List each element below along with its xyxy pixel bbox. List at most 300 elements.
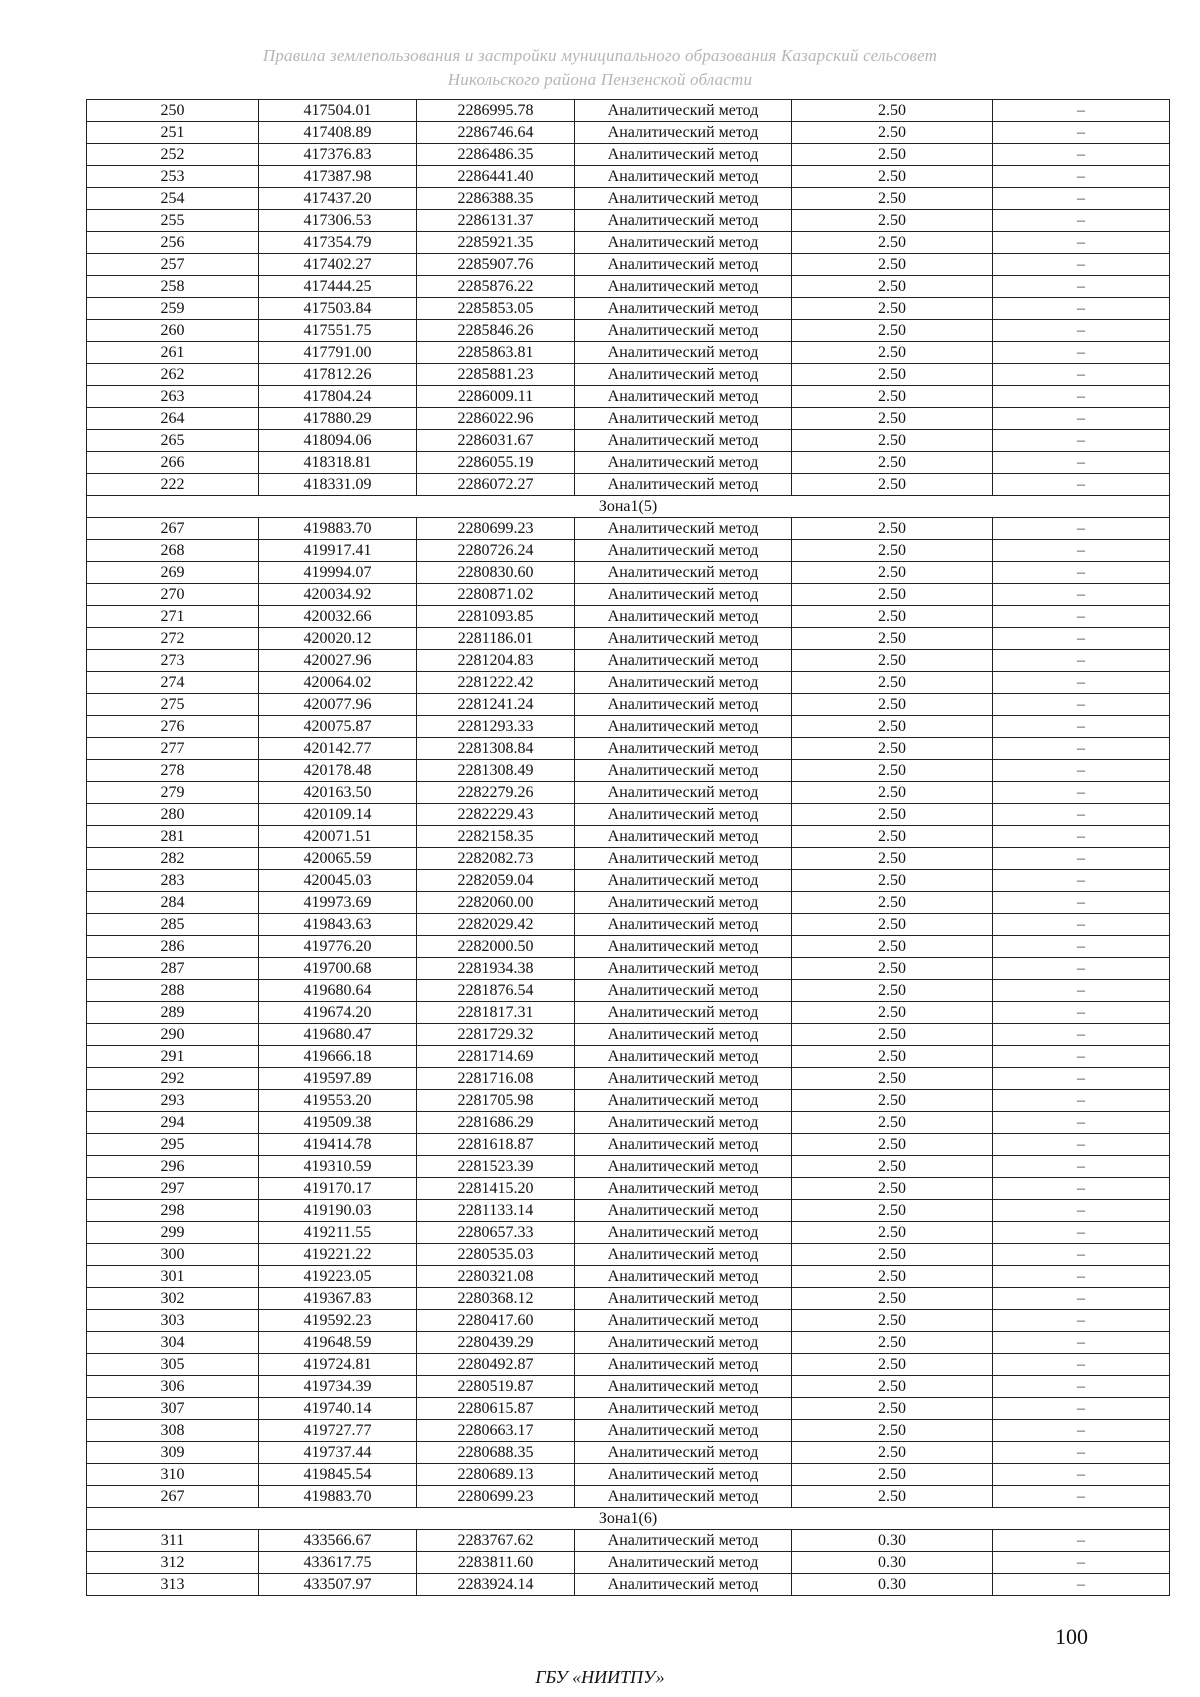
table-row (87, 188, 1170, 210)
y-coordinate-cell: 2281308.84 (417, 738, 575, 760)
x-coordinate-cell: 417376.83 (259, 144, 417, 166)
accuracy-cell: 2.50 (792, 562, 993, 584)
accuracy-cell: 2.50 (792, 936, 993, 958)
accuracy-cell: 2.50 (792, 804, 993, 826)
point-number-cell: 297 (87, 1178, 259, 1200)
method-cell: Аналитический метод (575, 100, 792, 122)
x-coordinate-cell: 420163.50 (259, 782, 417, 804)
x-coordinate-cell: 418318.81 (259, 452, 417, 474)
x-coordinate-cell: 419592.23 (259, 1310, 417, 1332)
point-number-cell: 279 (87, 782, 259, 804)
accuracy-cell: 2.50 (792, 210, 993, 232)
point-number-cell: 260 (87, 320, 259, 342)
note-cell: – (993, 1288, 1170, 1310)
table-row (87, 1024, 1170, 1046)
method-cell: Аналитический метод (575, 188, 792, 210)
accuracy-cell: 2.50 (792, 1134, 993, 1156)
method-cell: Аналитический метод (575, 1552, 792, 1574)
method-cell: Аналитический метод (575, 980, 792, 1002)
table-row (87, 1046, 1170, 1068)
method-cell: Аналитический метод (575, 914, 792, 936)
point-number-cell: 267 (87, 1486, 259, 1508)
method-cell: Аналитический метод (575, 298, 792, 320)
zone-label: Зона1(5) (87, 496, 1170, 518)
method-cell: Аналитический метод (575, 782, 792, 804)
table-row (87, 320, 1170, 342)
y-coordinate-cell: 2280321.08 (417, 1266, 575, 1288)
note-cell: – (993, 870, 1170, 892)
note-cell: – (993, 1486, 1170, 1508)
method-cell: Аналитический метод (575, 122, 792, 144)
method-cell: Аналитический метод (575, 210, 792, 232)
x-coordinate-cell: 419734.39 (259, 1376, 417, 1398)
accuracy-cell: 2.50 (792, 892, 993, 914)
point-number-cell: 309 (87, 1442, 259, 1464)
accuracy-cell: 2.50 (792, 1464, 993, 1486)
table-row (87, 870, 1170, 892)
method-cell: Аналитический метод (575, 1530, 792, 1552)
method-cell: Аналитический метод (575, 254, 792, 276)
x-coordinate-cell: 419190.03 (259, 1200, 417, 1222)
y-coordinate-cell: 2286441.40 (417, 166, 575, 188)
method-cell: Аналитический метод (575, 848, 792, 870)
point-number-cell: 270 (87, 584, 259, 606)
accuracy-cell: 2.50 (792, 518, 993, 540)
y-coordinate-cell: 2280699.23 (417, 518, 575, 540)
accuracy-cell: 2.50 (792, 914, 993, 936)
x-coordinate-cell: 417791.00 (259, 342, 417, 364)
x-coordinate-cell: 419648.59 (259, 1332, 417, 1354)
point-number-cell: 313 (87, 1574, 259, 1596)
method-cell: Аналитический метод (575, 1244, 792, 1266)
accuracy-cell: 2.50 (792, 1002, 993, 1024)
table-row (87, 1156, 1170, 1178)
table-row (87, 738, 1170, 760)
accuracy-cell: 0.30 (792, 1530, 993, 1552)
table-row (87, 1002, 1170, 1024)
y-coordinate-cell: 2280726.24 (417, 540, 575, 562)
table-row (87, 386, 1170, 408)
y-coordinate-cell: 2281308.49 (417, 760, 575, 782)
table-row (87, 650, 1170, 672)
method-cell: Аналитический метод (575, 1398, 792, 1420)
point-number-cell: 255 (87, 210, 259, 232)
point-number-cell: 268 (87, 540, 259, 562)
point-number-cell: 250 (87, 100, 259, 122)
x-coordinate-cell: 420065.59 (259, 848, 417, 870)
method-cell: Аналитический метод (575, 1002, 792, 1024)
accuracy-cell: 2.50 (792, 870, 993, 892)
method-cell: Аналитический метод (575, 1222, 792, 1244)
point-number-cell: 288 (87, 980, 259, 1002)
point-number-cell: 281 (87, 826, 259, 848)
y-coordinate-cell: 2281523.39 (417, 1156, 575, 1178)
point-number-cell: 264 (87, 408, 259, 430)
x-coordinate-cell: 417387.98 (259, 166, 417, 188)
point-number-cell: 263 (87, 386, 259, 408)
x-coordinate-cell: 420077.96 (259, 694, 417, 716)
accuracy-cell: 2.50 (792, 760, 993, 782)
note-cell: – (993, 1442, 1170, 1464)
note-cell: – (993, 892, 1170, 914)
note-cell: – (993, 452, 1170, 474)
table-row (87, 364, 1170, 386)
table-row (87, 1244, 1170, 1266)
note-cell: – (993, 606, 1170, 628)
note-cell: – (993, 540, 1170, 562)
method-cell: Аналитический метод (575, 166, 792, 188)
accuracy-cell: 2.50 (792, 782, 993, 804)
method-cell: Аналитический метод (575, 320, 792, 342)
table-row (87, 606, 1170, 628)
point-number-cell: 282 (87, 848, 259, 870)
accuracy-cell: 2.50 (792, 848, 993, 870)
y-coordinate-cell: 2281241.24 (417, 694, 575, 716)
note-cell: – (993, 518, 1170, 540)
x-coordinate-cell: 417437.20 (259, 188, 417, 210)
method-cell: Аналитический метод (575, 518, 792, 540)
x-coordinate-cell: 419509.38 (259, 1112, 417, 1134)
accuracy-cell: 2.50 (792, 1332, 993, 1354)
note-cell: – (993, 232, 1170, 254)
accuracy-cell: 2.50 (792, 540, 993, 562)
point-number-cell: 306 (87, 1376, 259, 1398)
method-cell: Аналитический метод (575, 892, 792, 914)
method-cell: Аналитический метод (575, 232, 792, 254)
point-number-cell: 304 (87, 1332, 259, 1354)
note-cell: – (993, 474, 1170, 496)
y-coordinate-cell: 2286072.27 (417, 474, 575, 496)
y-coordinate-cell: 2280439.29 (417, 1332, 575, 1354)
table-row (87, 914, 1170, 936)
x-coordinate-cell: 417504.01 (259, 100, 417, 122)
method-cell: Аналитический метод (575, 826, 792, 848)
point-number-cell: 290 (87, 1024, 259, 1046)
table-row (87, 892, 1170, 914)
point-number-cell: 310 (87, 1464, 259, 1486)
table-row (87, 1354, 1170, 1376)
table-row (87, 1552, 1170, 1574)
table-row (87, 210, 1170, 232)
y-coordinate-cell: 2281293.33 (417, 716, 575, 738)
method-cell: Аналитический метод (575, 650, 792, 672)
x-coordinate-cell: 419917.41 (259, 540, 417, 562)
x-coordinate-cell: 420142.77 (259, 738, 417, 760)
method-cell: Аналитический метод (575, 562, 792, 584)
accuracy-cell: 2.50 (792, 1222, 993, 1244)
y-coordinate-cell: 2283767.62 (417, 1530, 575, 1552)
y-coordinate-cell: 2280663.17 (417, 1420, 575, 1442)
accuracy-cell: 0.30 (792, 1552, 993, 1574)
x-coordinate-cell: 419994.07 (259, 562, 417, 584)
table-row (87, 166, 1170, 188)
y-coordinate-cell: 2282000.50 (417, 936, 575, 958)
accuracy-cell: 0.30 (792, 1574, 993, 1596)
accuracy-cell: 2.50 (792, 672, 993, 694)
note-cell: – (993, 804, 1170, 826)
x-coordinate-cell: 419724.81 (259, 1354, 417, 1376)
table-row (87, 1068, 1170, 1090)
page-number: 100 (1055, 1624, 1088, 1649)
x-coordinate-cell: 419674.20 (259, 1002, 417, 1024)
method-cell: Аналитический метод (575, 1200, 792, 1222)
note-cell: – (993, 1332, 1170, 1354)
table-row (87, 1398, 1170, 1420)
table-row (87, 628, 1170, 650)
y-coordinate-cell: 2281817.31 (417, 1002, 575, 1024)
accuracy-cell: 2.50 (792, 584, 993, 606)
y-coordinate-cell: 2281705.98 (417, 1090, 575, 1112)
note-cell: – (993, 1420, 1170, 1442)
accuracy-cell: 2.50 (792, 1156, 993, 1178)
table-row (87, 1200, 1170, 1222)
y-coordinate-cell: 2281618.87 (417, 1134, 575, 1156)
note-cell: – (993, 628, 1170, 650)
table-row (87, 562, 1170, 584)
note-cell: – (993, 1574, 1170, 1596)
method-cell: Аналитический метод (575, 804, 792, 826)
x-coordinate-cell: 419666.18 (259, 1046, 417, 1068)
header-line-1: Правила землепользования и застройки муниципального образования Казарский сельсовет (262, 46, 938, 65)
x-coordinate-cell: 417503.84 (259, 298, 417, 320)
accuracy-cell: 2.50 (792, 694, 993, 716)
table-row (87, 958, 1170, 980)
y-coordinate-cell: 2281729.32 (417, 1024, 575, 1046)
y-coordinate-cell: 2281186.01 (417, 628, 575, 650)
x-coordinate-cell: 419310.59 (259, 1156, 417, 1178)
table-row (87, 936, 1170, 958)
x-coordinate-cell: 417354.79 (259, 232, 417, 254)
method-cell: Аналитический метод (575, 386, 792, 408)
y-coordinate-cell: 2281204.83 (417, 650, 575, 672)
point-number-cell: 274 (87, 672, 259, 694)
method-cell: Аналитический метод (575, 870, 792, 892)
y-coordinate-cell: 2282279.26 (417, 782, 575, 804)
accuracy-cell: 2.50 (792, 276, 993, 298)
note-cell: – (993, 122, 1170, 144)
x-coordinate-cell: 420034.92 (259, 584, 417, 606)
accuracy-cell: 2.50 (792, 1310, 993, 1332)
y-coordinate-cell: 2286031.67 (417, 430, 575, 452)
point-number-cell: 265 (87, 430, 259, 452)
x-coordinate-cell: 419883.70 (259, 518, 417, 540)
y-coordinate-cell: 2286022.96 (417, 408, 575, 430)
method-cell: Аналитический метод (575, 1332, 792, 1354)
y-coordinate-cell: 2286995.78 (417, 100, 575, 122)
x-coordinate-cell: 418331.09 (259, 474, 417, 496)
accuracy-cell: 2.50 (792, 1046, 993, 1068)
accuracy-cell: 2.50 (792, 1112, 993, 1134)
note-cell: – (993, 342, 1170, 364)
method-cell: Аналитический метод (575, 364, 792, 386)
point-number-cell: 278 (87, 760, 259, 782)
method-cell: Аналитический метод (575, 1156, 792, 1178)
accuracy-cell: 2.50 (792, 716, 993, 738)
y-coordinate-cell: 2286486.35 (417, 144, 575, 166)
x-coordinate-cell: 419700.68 (259, 958, 417, 980)
point-number-cell: 277 (87, 738, 259, 760)
table-row (87, 1178, 1170, 1200)
y-coordinate-cell: 2285907.76 (417, 254, 575, 276)
method-cell: Аналитический метод (575, 584, 792, 606)
y-coordinate-cell: 2282059.04 (417, 870, 575, 892)
y-coordinate-cell: 2281415.20 (417, 1178, 575, 1200)
note-cell: – (993, 958, 1170, 980)
y-coordinate-cell: 2280688.35 (417, 1442, 575, 1464)
y-coordinate-cell: 2280871.02 (417, 584, 575, 606)
accuracy-cell: 2.50 (792, 452, 993, 474)
accuracy-cell: 2.50 (792, 408, 993, 430)
note-cell: – (993, 1244, 1170, 1266)
y-coordinate-cell: 2280699.23 (417, 1486, 575, 1508)
note-cell: – (993, 188, 1170, 210)
accuracy-cell: 2.50 (792, 166, 993, 188)
table-row (87, 342, 1170, 364)
point-number-cell: 293 (87, 1090, 259, 1112)
note-cell: – (993, 584, 1170, 606)
table-row (87, 1288, 1170, 1310)
y-coordinate-cell: 2280417.60 (417, 1310, 575, 1332)
y-coordinate-cell: 2281934.38 (417, 958, 575, 980)
method-cell: Аналитический метод (575, 1024, 792, 1046)
coordinates-table (86, 99, 1170, 1596)
y-coordinate-cell: 2282082.73 (417, 848, 575, 870)
note-cell: – (993, 1156, 1170, 1178)
x-coordinate-cell: 420071.51 (259, 826, 417, 848)
method-cell: Аналитический метод (575, 738, 792, 760)
accuracy-cell: 2.50 (792, 738, 993, 760)
accuracy-cell: 2.50 (792, 122, 993, 144)
point-number-cell: 222 (87, 474, 259, 496)
table-row (87, 474, 1170, 496)
accuracy-cell: 2.50 (792, 298, 993, 320)
x-coordinate-cell: 419973.69 (259, 892, 417, 914)
y-coordinate-cell: 2280368.12 (417, 1288, 575, 1310)
method-cell: Аналитический метод (575, 1090, 792, 1112)
accuracy-cell: 2.50 (792, 364, 993, 386)
method-cell: Аналитический метод (575, 628, 792, 650)
table-row (87, 826, 1170, 848)
table-row (87, 804, 1170, 826)
table-row (87, 782, 1170, 804)
table-row (87, 848, 1170, 870)
table-row (87, 716, 1170, 738)
x-coordinate-cell: 433507.97 (259, 1574, 417, 1596)
point-number-cell: 307 (87, 1398, 259, 1420)
y-coordinate-cell: 2280615.87 (417, 1398, 575, 1420)
method-cell: Аналитический метод (575, 540, 792, 562)
point-number-cell: 259 (87, 298, 259, 320)
note-cell: – (993, 650, 1170, 672)
note-cell: – (993, 144, 1170, 166)
x-coordinate-cell: 419170.17 (259, 1178, 417, 1200)
x-coordinate-cell: 433617.75 (259, 1552, 417, 1574)
note-cell: – (993, 1200, 1170, 1222)
point-number-cell: 271 (87, 606, 259, 628)
y-coordinate-cell: 2281686.29 (417, 1112, 575, 1134)
table-row (87, 1442, 1170, 1464)
x-coordinate-cell: 419845.54 (259, 1464, 417, 1486)
method-cell: Аналитический метод (575, 694, 792, 716)
x-coordinate-cell: 420064.02 (259, 672, 417, 694)
y-coordinate-cell: 2282158.35 (417, 826, 575, 848)
note-cell: – (993, 210, 1170, 232)
note-cell: – (993, 1266, 1170, 1288)
coordinates-table-body (87, 100, 1170, 1596)
y-coordinate-cell: 2281133.14 (417, 1200, 575, 1222)
point-number-cell: 296 (87, 1156, 259, 1178)
method-cell: Аналитический метод (575, 672, 792, 694)
x-coordinate-cell: 420109.14 (259, 804, 417, 826)
accuracy-cell: 2.50 (792, 1398, 993, 1420)
note-cell: – (993, 408, 1170, 430)
x-coordinate-cell: 419843.63 (259, 914, 417, 936)
table-row (87, 100, 1170, 122)
note-cell: – (993, 1112, 1170, 1134)
point-number-cell: 254 (87, 188, 259, 210)
method-cell: Аналитический метод (575, 1310, 792, 1332)
table-row (87, 1222, 1170, 1244)
point-number-cell: 292 (87, 1068, 259, 1090)
method-cell: Аналитический метод (575, 606, 792, 628)
method-cell: Аналитический метод (575, 1068, 792, 1090)
point-number-cell: 273 (87, 650, 259, 672)
table-row (87, 452, 1170, 474)
point-number-cell: 305 (87, 1354, 259, 1376)
accuracy-cell: 2.50 (792, 386, 993, 408)
accuracy-cell: 2.50 (792, 606, 993, 628)
accuracy-cell: 2.50 (792, 980, 993, 1002)
x-coordinate-cell: 417812.26 (259, 364, 417, 386)
y-coordinate-cell: 2286009.11 (417, 386, 575, 408)
y-coordinate-cell: 2282229.43 (417, 804, 575, 826)
table-row (87, 1420, 1170, 1442)
x-coordinate-cell: 419221.22 (259, 1244, 417, 1266)
table-row (87, 760, 1170, 782)
note-cell: – (993, 1310, 1170, 1332)
point-number-cell: 312 (87, 1552, 259, 1574)
point-number-cell: 291 (87, 1046, 259, 1068)
x-coordinate-cell: 417402.27 (259, 254, 417, 276)
point-number-cell: 284 (87, 892, 259, 914)
method-cell: Аналитический метод (575, 760, 792, 782)
method-cell: Аналитический метод (575, 1354, 792, 1376)
y-coordinate-cell: 2280689.13 (417, 1464, 575, 1486)
method-cell: Аналитический метод (575, 1574, 792, 1596)
y-coordinate-cell: 2283924.14 (417, 1574, 575, 1596)
point-number-cell: 300 (87, 1244, 259, 1266)
method-cell: Аналитический метод (575, 342, 792, 364)
x-coordinate-cell: 417408.89 (259, 122, 417, 144)
table-row (87, 1574, 1170, 1596)
x-coordinate-cell: 420027.96 (259, 650, 417, 672)
y-coordinate-cell: 2280519.87 (417, 1376, 575, 1398)
accuracy-cell: 2.50 (792, 342, 993, 364)
note-cell: – (993, 1134, 1170, 1156)
table-row (87, 122, 1170, 144)
point-number-cell: 299 (87, 1222, 259, 1244)
note-cell: – (993, 914, 1170, 936)
point-number-cell: 252 (87, 144, 259, 166)
point-number-cell: 289 (87, 1002, 259, 1024)
note-cell: – (993, 980, 1170, 1002)
x-coordinate-cell: 419680.64 (259, 980, 417, 1002)
method-cell: Аналитический метод (575, 1046, 792, 1068)
x-coordinate-cell: 419737.44 (259, 1442, 417, 1464)
accuracy-cell: 2.50 (792, 826, 993, 848)
note-cell: – (993, 1090, 1170, 1112)
note-cell: – (993, 716, 1170, 738)
